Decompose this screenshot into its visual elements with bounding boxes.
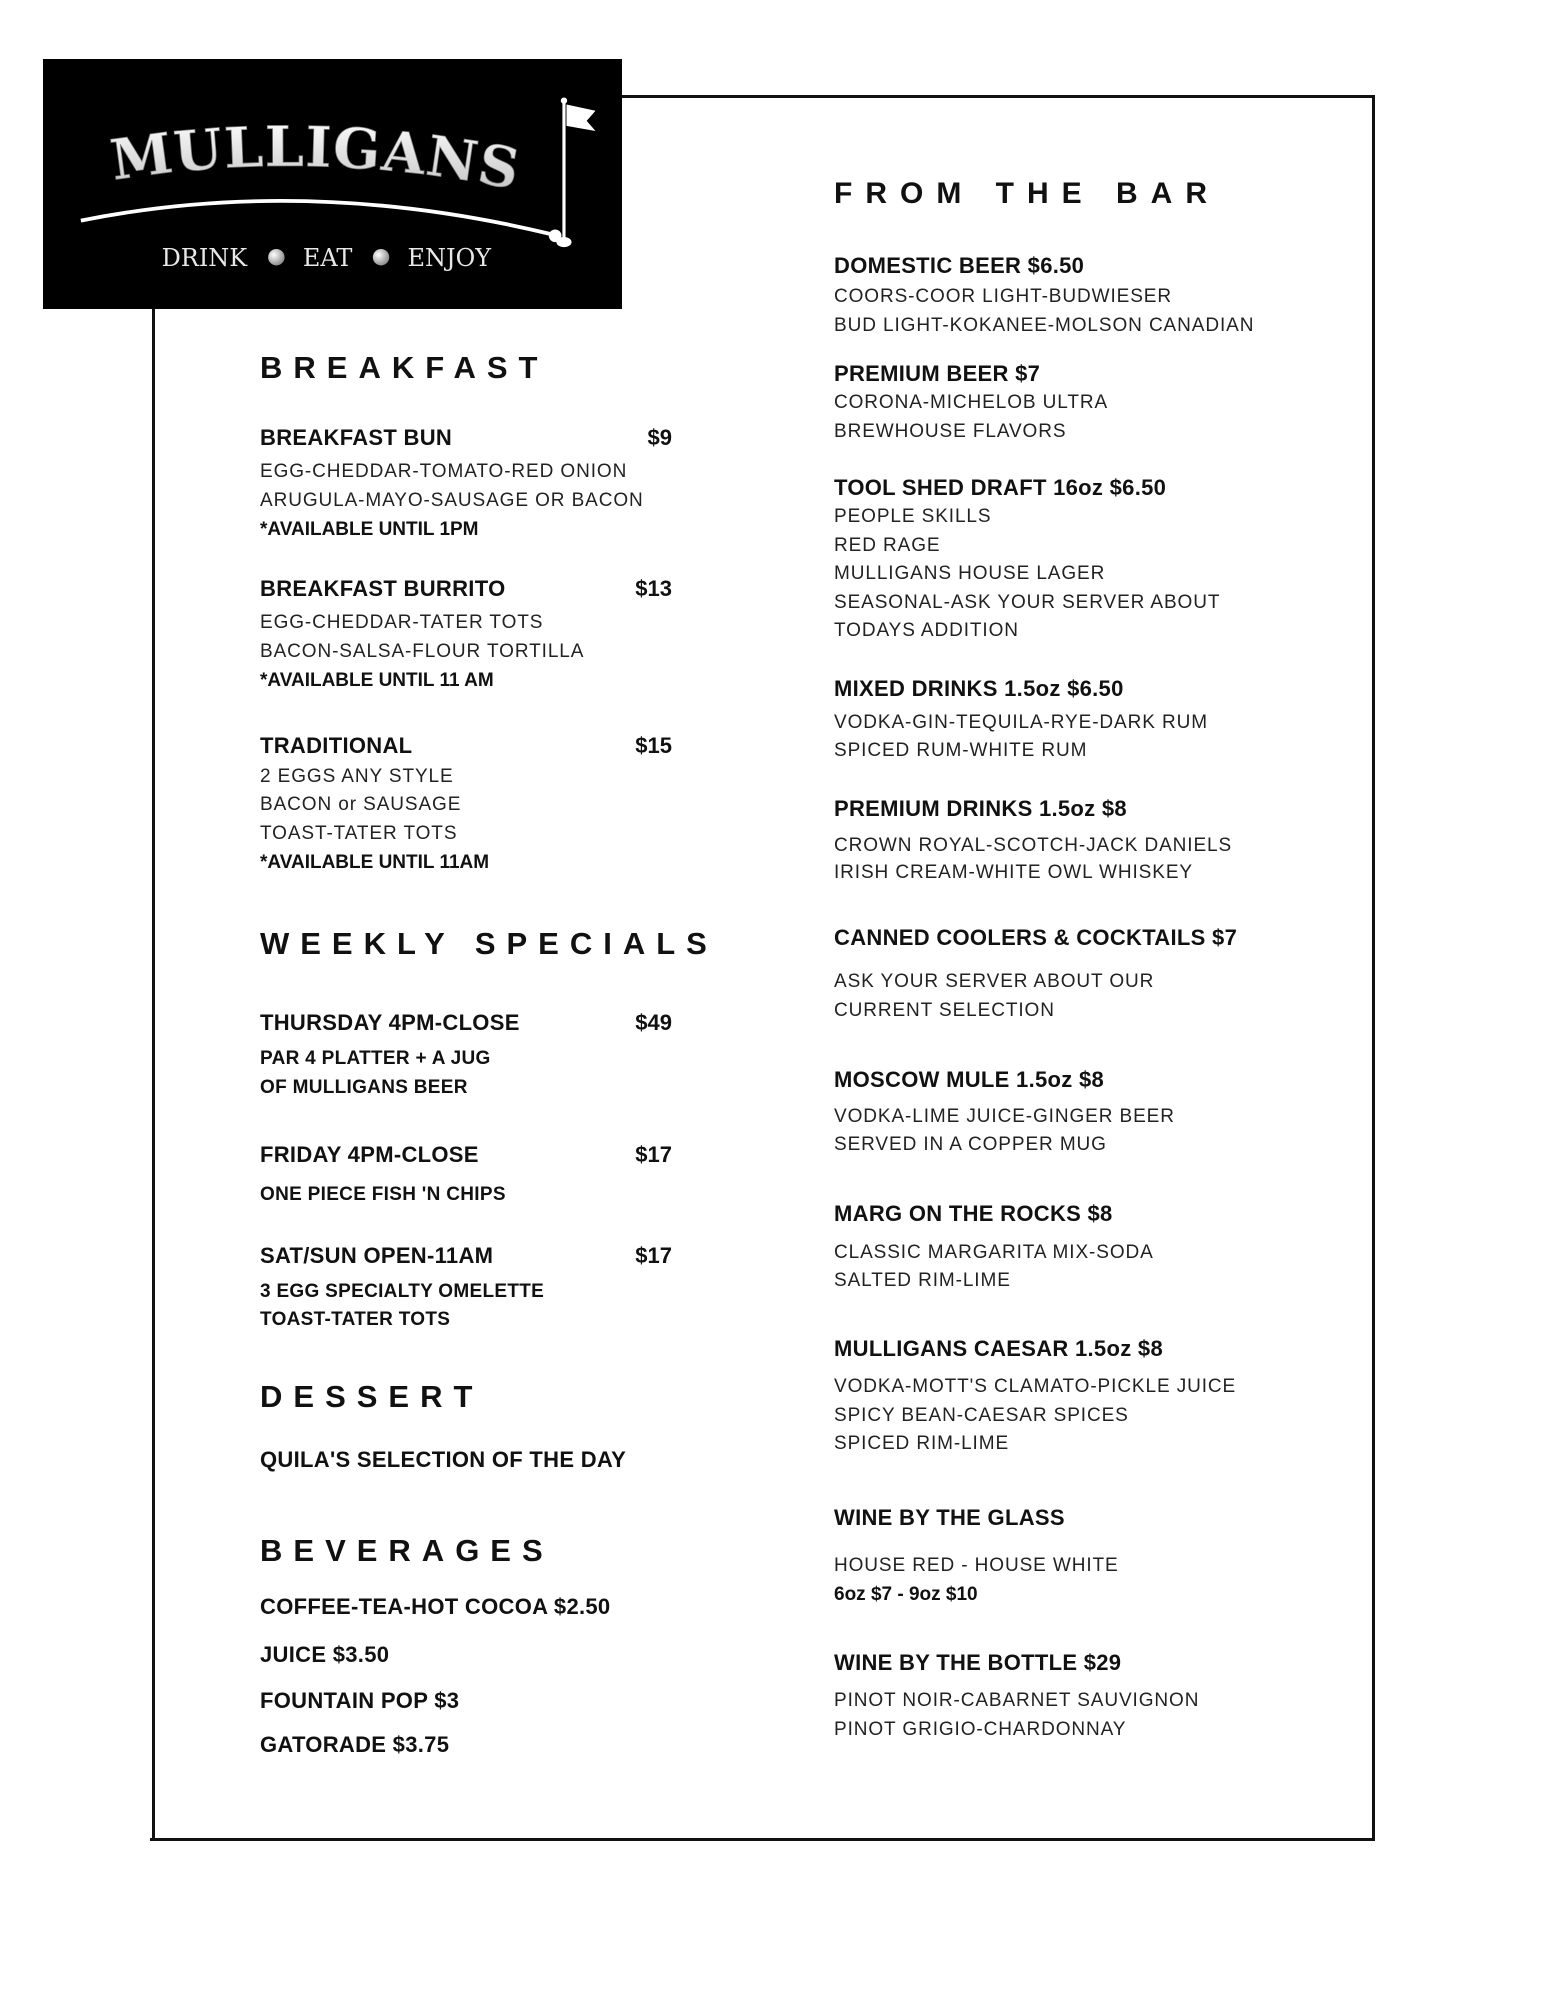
item-description: TOAST-TATER TOTS xyxy=(260,823,458,844)
item-description: VODKA-LIME JUICE-GINGER BEER xyxy=(834,1106,1175,1127)
item-description: CLASSIC MARGARITA MIX-SODA xyxy=(834,1242,1154,1263)
item-description: 3 EGG SPECIALTY OMELETTE xyxy=(260,1281,545,1302)
item-description: RED RAGE xyxy=(834,535,941,556)
item-title: WINE BY THE GLASS xyxy=(834,1505,1065,1530)
item-title: MULLIGANS CAESAR 1.5oz $8 xyxy=(834,1336,1163,1361)
item-title: MIXED DRINKS 1.5oz $6.50 xyxy=(834,676,1124,701)
item-description: TODAYS ADDITION xyxy=(834,620,1019,641)
item-title: MOSCOW MULE 1.5oz $8 xyxy=(834,1067,1105,1092)
item-description: BACON or SAUSAGE xyxy=(260,794,462,815)
section-heading: WEEKLY SPECIALS xyxy=(260,926,718,961)
item-description: COORS-COOR LIGHT-BUDWIESER xyxy=(834,286,1172,307)
swoosh-icon xyxy=(81,201,553,235)
tagline-drink: DRINK xyxy=(161,244,248,273)
item-title: PREMIUM BEER $7 xyxy=(834,361,1041,386)
item-description: BREWHOUSE FLAVORS xyxy=(834,421,1067,442)
item-description: SPICED RIM-LIME xyxy=(834,1433,1010,1454)
item-description: CURRENT SELECTION xyxy=(834,1000,1055,1021)
logo-wordmark-text: MULLIGANS xyxy=(106,114,525,203)
item-title: FOUNTAIN POP $3 xyxy=(260,1688,460,1713)
item-description: VODKA-MOTT'S CLAMATO-PICKLE JUICE xyxy=(834,1376,1237,1397)
border-bottom xyxy=(150,1838,1375,1841)
item-price: $13 xyxy=(635,576,672,601)
item-title: WINE BY THE BOTTLE $29 xyxy=(834,1650,1122,1675)
border-top xyxy=(622,95,1375,98)
item-title: DOMESTIC BEER $6.50 xyxy=(834,253,1085,278)
section-heading: DESSERT xyxy=(260,1379,484,1414)
item-description: BACON-SALSA-FLOUR TORTILLA xyxy=(260,641,585,662)
mulligans-logo xyxy=(43,59,622,309)
item-title: BREAKFAST BUN xyxy=(260,425,453,450)
item-price: $17 xyxy=(635,1142,672,1167)
item-note: 6oz $7 - 9oz $10 xyxy=(834,1584,978,1605)
section-heading: BEVERAGES xyxy=(260,1533,554,1568)
item-description: ASK YOUR SERVER ABOUT OUR xyxy=(834,971,1155,992)
item-description: SPICY BEAN-CAESAR SPICES xyxy=(834,1405,1129,1426)
item-description: HOUSE RED - HOUSE WHITE xyxy=(834,1555,1119,1576)
item-description: MULLIGANS HOUSE LAGER xyxy=(834,563,1106,584)
section-heading: BREAKFAST xyxy=(260,350,549,385)
item-title: TOOL SHED DRAFT 16oz $6.50 xyxy=(834,475,1167,500)
item-title: COFFEE-TEA-HOT COCOA $2.50 xyxy=(260,1594,611,1619)
item-price: $17 xyxy=(635,1243,672,1268)
border-left xyxy=(152,309,155,1841)
bullet-ball-icon xyxy=(268,249,284,265)
item-description: TOAST-TATER TOTS xyxy=(260,1309,451,1330)
item-price: $49 xyxy=(635,1010,672,1035)
item-price: $15 xyxy=(635,733,672,758)
item-title: THURSDAY 4PM-CLOSE xyxy=(260,1010,520,1035)
item-description: ARUGULA-MAYO-SAUSAGE OR BACON xyxy=(260,490,644,511)
item-description: PEOPLE SKILLS xyxy=(834,506,992,527)
item-title: PREMIUM DRINKS 1.5oz $8 xyxy=(834,796,1127,821)
item-note: *AVAILABLE UNTIL 11AM xyxy=(260,852,490,873)
item-note: *AVAILABLE UNTIL 1PM xyxy=(260,519,479,540)
item-title: GATORADE $3.75 xyxy=(260,1732,450,1757)
item-description: OF MULLIGANS BEER xyxy=(260,1077,468,1098)
item-title: CANNED COOLERS & COCKTAILS $7 xyxy=(834,925,1238,950)
item-description: CORONA-MICHELOB ULTRA xyxy=(834,392,1109,413)
item-description: IRISH CREAM-WHITE OWL WHISKEY xyxy=(834,862,1193,883)
item-note: *AVAILABLE UNTIL 11 AM xyxy=(260,670,494,691)
item-title: BREAKFAST BURRITO xyxy=(260,576,506,601)
item-description: SERVED IN A COPPER MUG xyxy=(834,1134,1107,1155)
item-title: FRIDAY 4PM-CLOSE xyxy=(260,1142,479,1167)
item-description: SPICED RUM-WHITE RUM xyxy=(834,740,1088,761)
item-description: VODKA-GIN-TEQUILA-RYE-DARK RUM xyxy=(834,712,1208,733)
item-title: MARG ON THE ROCKS $8 xyxy=(834,1201,1113,1226)
item-description: EGG-CHEDDAR-TATER TOTS xyxy=(260,612,544,633)
item-title: SAT/SUN OPEN-11AM xyxy=(260,1243,494,1268)
logo-wordmark xyxy=(107,115,525,203)
section-heading: FROM THE BAR xyxy=(834,177,1220,210)
border-right xyxy=(1372,95,1375,1841)
item-description: CROWN ROYAL-SCOTCH-JACK DANIELS xyxy=(834,835,1233,856)
item-price: $9 xyxy=(647,425,672,450)
golf-flag-icon xyxy=(556,98,595,248)
item-description: ONE PIECE FISH 'N CHIPS xyxy=(260,1184,506,1205)
item-title: QUILA'S SELECTION OF THE DAY xyxy=(260,1447,627,1472)
item-description: PINOT NOIR-CABARNET SAUVIGNON xyxy=(834,1690,1200,1711)
item-description: SALTED RIM-LIME xyxy=(834,1270,1011,1291)
item-title: TRADITIONAL xyxy=(260,733,413,758)
tagline-enjoy: ENJOY xyxy=(407,244,492,273)
item-description: PAR 4 PLATTER + A JUG xyxy=(260,1048,491,1069)
item-description: BUD LIGHT-KOKANEE-MOLSON CANADIAN xyxy=(834,315,1255,336)
item-description: EGG-CHEDDAR-TOMATO-RED ONION xyxy=(260,461,628,482)
item-title: JUICE $3.50 xyxy=(260,1642,390,1667)
item-description: SEASONAL-ASK YOUR SERVER ABOUT xyxy=(834,592,1221,613)
item-description: 2 EGGS ANY STYLE xyxy=(260,766,454,787)
tagline-eat: EAT xyxy=(302,244,353,273)
item-description: PINOT GRIGIO-CHARDONNAY xyxy=(834,1719,1127,1740)
bullet-ball-icon xyxy=(373,249,389,265)
